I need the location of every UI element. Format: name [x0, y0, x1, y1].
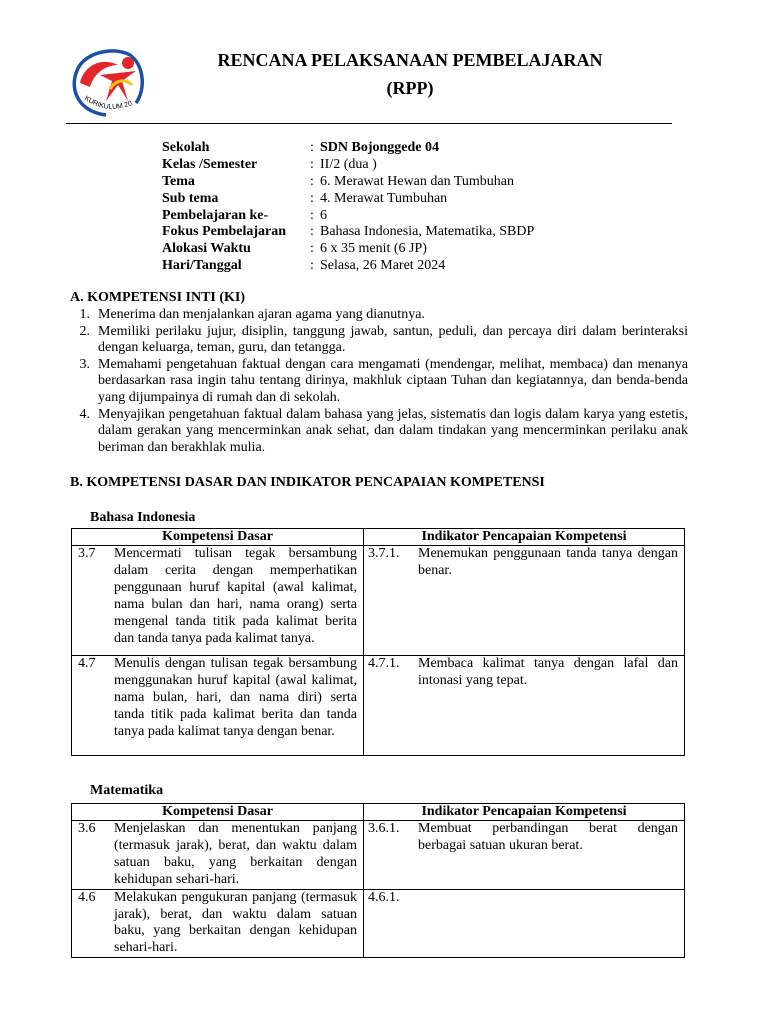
logo-text: KURIKULUM 20 — [82, 94, 134, 111]
section-a-heading: A. KOMPETENSI INTI (KI) — [70, 290, 246, 305]
ipk-cell — [364, 821, 685, 890]
kd-cell-content — [72, 656, 363, 741]
info-row — [162, 241, 534, 258]
ki-number: 4. — [79, 406, 90, 422]
ki-number: 2. — [79, 323, 90, 339]
section-b-heading: B. KOMPETENSI DASAR DAN INDIKATOR PENCAPAIAN KOMPETENSI — [70, 475, 545, 490]
info-value: 6 x 35 menit (6 JP) — [320, 241, 427, 257]
info-row — [162, 224, 534, 241]
info-label: Pembelajaran ke- — [162, 207, 269, 223]
info-colon: : — [310, 241, 314, 257]
table-row — [72, 546, 685, 656]
ipk-number: 4.6.1. — [368, 889, 400, 905]
table-bahasa-indonesia — [71, 528, 685, 756]
ki-number: 1. — [79, 307, 90, 322]
ipk-text: Membuat perbandingan berat dengan berbagai satuan ukuran berat. — [418, 821, 678, 853]
identity-info — [162, 140, 534, 275]
ki-text: Memahami pengetahuan faktual dengan cara mengamati (mendengar, melihat, membaca) dan menanya berdasarkan rasa ingin tahu tentang dirinya, makhluk ciptaan Tuhan dan kegiatannya, dan benda-benda yang dijumpainya di rumah dan di sekolah. — [98, 356, 688, 405]
column-header-kd: Kompetensi Dasar — [72, 804, 364, 821]
ipk-cell-content — [364, 890, 684, 907]
kd-cell-content — [72, 821, 363, 889]
info-colon: : — [310, 173, 314, 189]
info-label: Alokasi Waktu — [162, 241, 251, 257]
kd-cell — [72, 656, 364, 756]
ipk-cell — [364, 656, 685, 756]
logo-graphic — [66, 45, 150, 117]
ki-text: Memiliki perilaku jujur, disiplin, tanggung jawab, santun, peduli, dan percaya diri dalam berinteraksi dengan keluarga, teman, guru, dan tetangga. — [98, 323, 688, 356]
kd-text: Melakukan pengukuran panjang (termasuk jarak), berat, dan waktu dalam satuan baku, yang berkaitan dengan kehidupan sehari-hari. — [114, 889, 357, 956]
info-colon: : — [310, 190, 314, 206]
info-colon: : — [310, 224, 314, 240]
ki-item — [70, 324, 688, 357]
info-row — [162, 157, 534, 174]
ki-item — [70, 407, 688, 457]
table-row — [72, 889, 685, 958]
info-label: Sub tema — [162, 190, 219, 206]
kd-number: 3.6 — [78, 821, 96, 836]
document-subtitle: (RPP) — [386, 78, 434, 98]
info-colon: : — [310, 258, 314, 274]
subject-title-matematika: Matematika — [90, 783, 164, 798]
info-label: Fokus Pembelajaran — [162, 224, 287, 240]
info-value: Bahasa Indonesia, Matematika, SBDP — [320, 224, 535, 240]
ki-item — [70, 307, 688, 324]
info-value: 4. Merawat Tumbuhan — [320, 190, 448, 206]
kd-text: Mencermati tulisan tegak bersambung dalam cerita dengan memperhatikan penggunaan huruf kapital (awal kalimat, nama bulan dan hari, nama orang) serta mengenal tanda titik pada kalimat berita dan tanda tanya pada kalimat tanya. — [114, 546, 357, 646]
kompetensi-inti-list — [70, 307, 688, 456]
info-label: Hari/Tanggal — [162, 258, 242, 274]
ipk-cell-content — [364, 821, 684, 855]
table-row — [72, 821, 685, 890]
info-value: 6. Merawat Hewan dan Tumbuhan — [320, 173, 515, 189]
ki-text: Menyajikan pengetahuan faktual dalam bahasa yang jelas, sistematis dan logis dalam karya yang estetis, dalam gerakan yang mencerminkan anak sehat, dan dalam tindakan yang mencerminkan perilaku anak beriman dan berakhlak mulia. — [98, 406, 688, 455]
ipk-text: Membaca kalimat tanya dengan lafal dan intonasi yang tepat. — [418, 656, 678, 688]
info-row — [162, 258, 534, 275]
ipk-number: 4.7.1. — [368, 656, 400, 671]
info-value: Selasa, 26 Maret 2024 — [320, 258, 446, 274]
ipk-cell — [364, 889, 685, 958]
kd-cell — [72, 821, 364, 890]
column-header-ipk: Indikator Pencapaian Kompetensi — [364, 529, 685, 546]
logo-figure-head — [122, 57, 134, 69]
kd-number: 4.7 — [78, 656, 96, 671]
info-row — [162, 140, 534, 157]
table-row — [72, 656, 685, 756]
column-header-kd: Kompetensi Dasar — [72, 529, 364, 546]
ki-number: 3. — [79, 356, 90, 372]
info-colon: : — [310, 207, 314, 223]
ki-item — [70, 357, 688, 407]
kd-text: Menjelaskan dan menentukan panjang (termasuk jarak), berat, dan waktu dalam satuan baku, yang berkaitan dengan kehidupan sehari-hari. — [114, 821, 357, 887]
ki-text: Menerima dan menjalankan ajaran agama yang dianutnya. — [98, 307, 425, 322]
ipk-number: 3.7.1. — [368, 546, 400, 561]
kd-number: 4.6 — [78, 889, 96, 905]
ipk-cell — [364, 546, 685, 656]
kd-cell-content — [72, 890, 363, 958]
ipk-text — [418, 890, 684, 907]
table-matematika — [71, 803, 685, 958]
kd-cell-content — [72, 546, 363, 647]
ipk-cell-content — [364, 656, 684, 690]
info-value: II/2 (dua ) — [320, 156, 377, 172]
kurikulum-2013-logo — [66, 45, 150, 117]
ipk-text: Menemukan penggunaan tanda tanya dengan benar. — [418, 546, 678, 578]
column-header-ipk: Indikator Pencapaian Kompetensi — [364, 804, 685, 821]
info-value: 6 — [320, 207, 327, 223]
ipk-cell-content — [364, 546, 684, 580]
info-label: Tema — [162, 173, 195, 189]
kd-cell — [72, 889, 364, 958]
info-label: Kelas /Semester — [162, 156, 258, 172]
info-colon: : — [310, 156, 314, 172]
kd-number: 3.7 — [78, 546, 96, 561]
subject-title-bahasa: Bahasa Indonesia — [90, 510, 196, 525]
info-row — [162, 191, 534, 208]
info-row — [162, 174, 534, 191]
info-colon: : — [310, 140, 314, 155]
ipk-number: 3.6.1. — [368, 821, 400, 836]
kd-text: Menulis dengan tulisan tegak bersambung menggunakan huruf kapital (awal kalimat, nama bulan, hari, dan nama diri) serta tanda titik pada kalimat berita dan tanda tanya pada kalimat tanya dengan benar. — [114, 656, 357, 739]
info-value: SDN Bojonggede 04 — [320, 140, 440, 155]
info-label: Sekolah — [162, 140, 210, 155]
logo-figure-body — [100, 71, 136, 101]
header-divider — [66, 123, 672, 124]
info-row — [162, 208, 534, 225]
document-title: RENCANA PELAKSANAAN PEMBELAJARAN — [217, 50, 603, 70]
kd-cell — [72, 546, 364, 656]
